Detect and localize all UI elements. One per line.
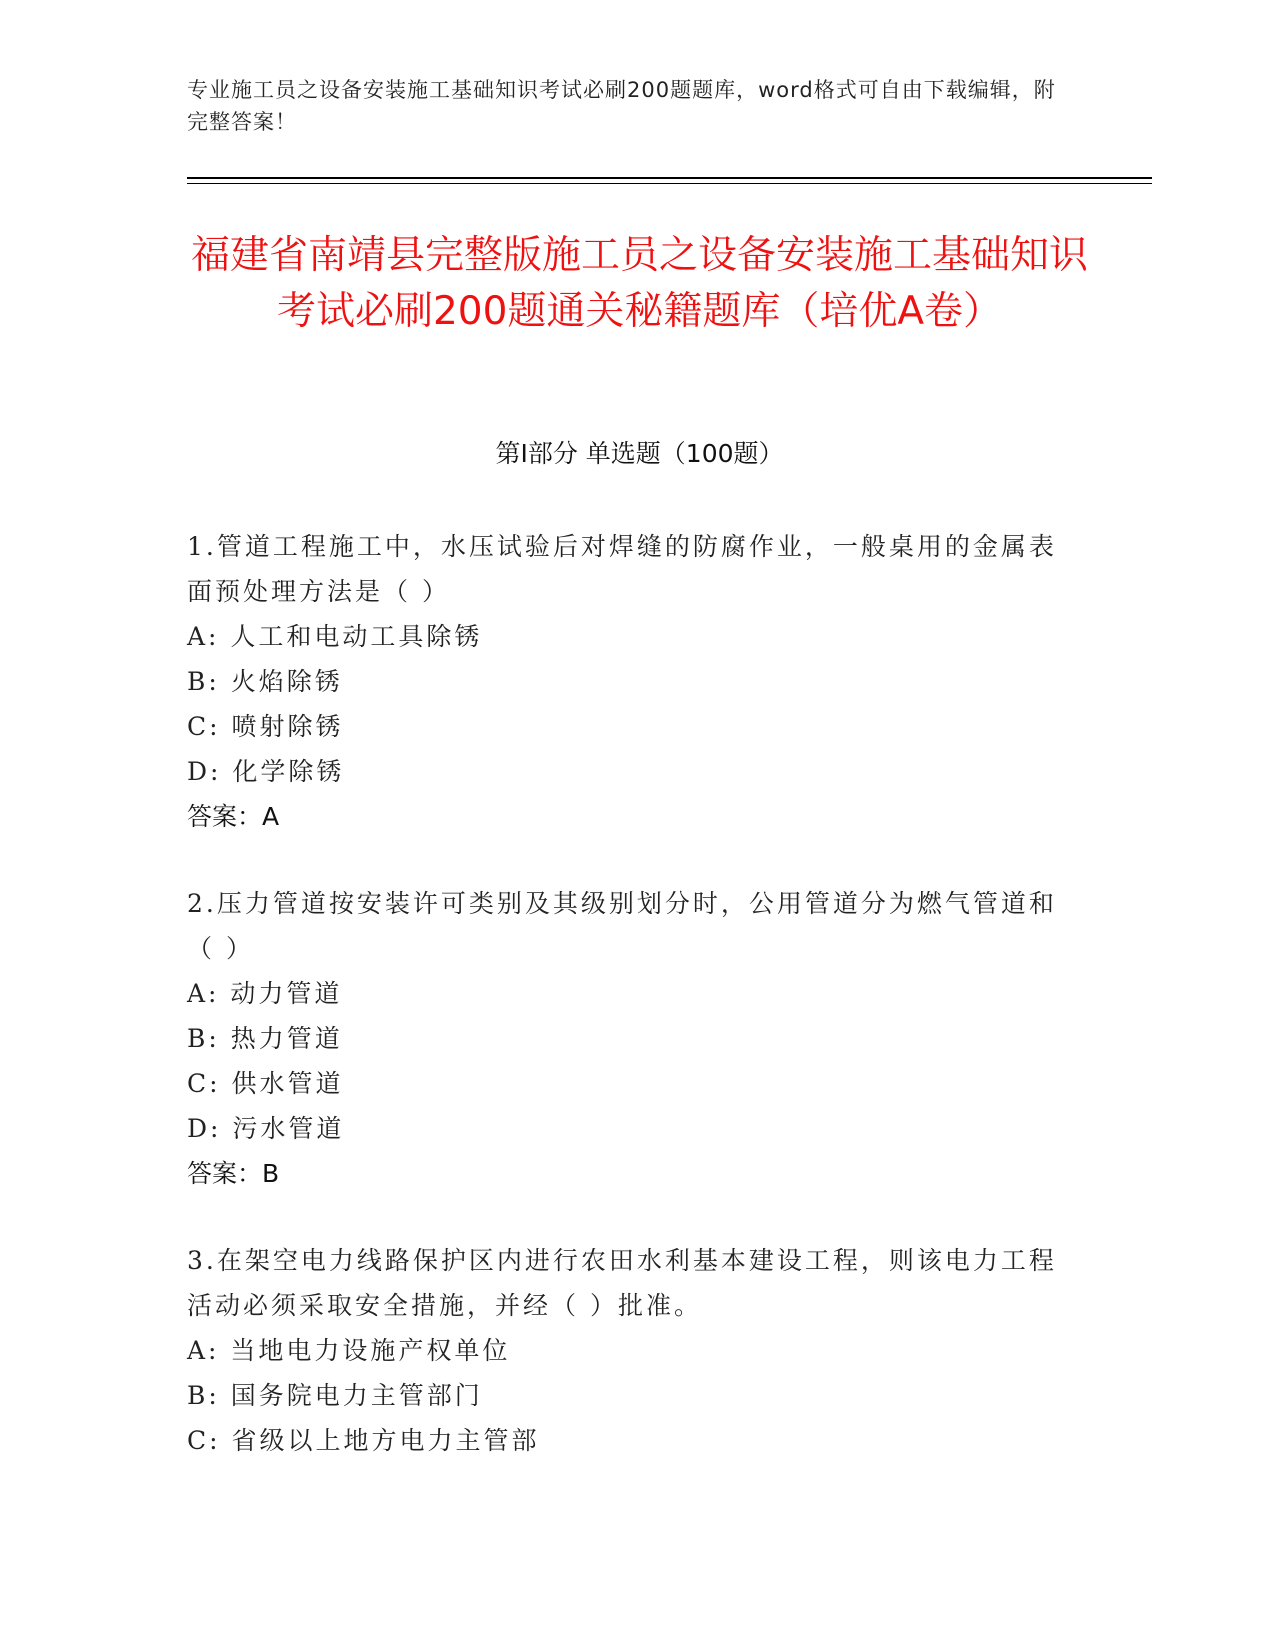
option-c: C: 供水管道 [187, 1069, 344, 1098]
question-stem: 1.管道工程施工中，水压试验后对焊缝的防腐作业，一般桌用的金属表面预处理方法是（ ） [187, 532, 1057, 606]
question-list [187, 524, 1067, 1505]
option-d: D: 污水管道 [187, 1114, 345, 1143]
answer: 答案：B [187, 1159, 280, 1188]
section-title: 第I部分 单选题（100题） [495, 439, 784, 468]
header-note: 专业施工员之设备安装施工基础知识考试必刷200题题库，word格式可自由下载编辑，附完整答案！ [187, 78, 1056, 134]
question-stem: 3.在架空电力线路保护区内进行农田水利基本建设工程，则该电力工程活动必须采取安全措施，并经（ ）批准。 [187, 1246, 1057, 1320]
header-rule-thin [187, 183, 1152, 184]
option-a: A: 人工和电动工具除锈 [187, 622, 483, 651]
option-b: B: 火焰除锈 [187, 667, 343, 696]
option-c: C: 省级以上地方电力主管部 [187, 1426, 540, 1455]
question-1 [187, 524, 1067, 839]
document-title: 福建省南靖县完整版施工员之设备安装施工基础知识考试必刷200题通关秘籍题库（培优A卷） [190, 233, 1088, 334]
option-b: B: 国务院电力主管部门 [187, 1381, 483, 1410]
header-rule-thick [187, 177, 1152, 179]
question-3 [187, 1238, 1067, 1463]
question-2 [187, 881, 1067, 1196]
option-b: B: 热力管道 [187, 1024, 343, 1053]
option-a: A: 当地电力设施产权单位 [187, 1336, 511, 1365]
option-a: A: 动力管道 [187, 979, 343, 1008]
question-stem: 2.压力管道按安装许可类别及其级别划分时，公用管道分为燃气管道和（ ） [187, 889, 1057, 963]
option-d: D: 化学除锈 [187, 757, 345, 786]
option-c: C: 喷射除锈 [187, 712, 344, 741]
answer: 答案：A [187, 802, 280, 831]
